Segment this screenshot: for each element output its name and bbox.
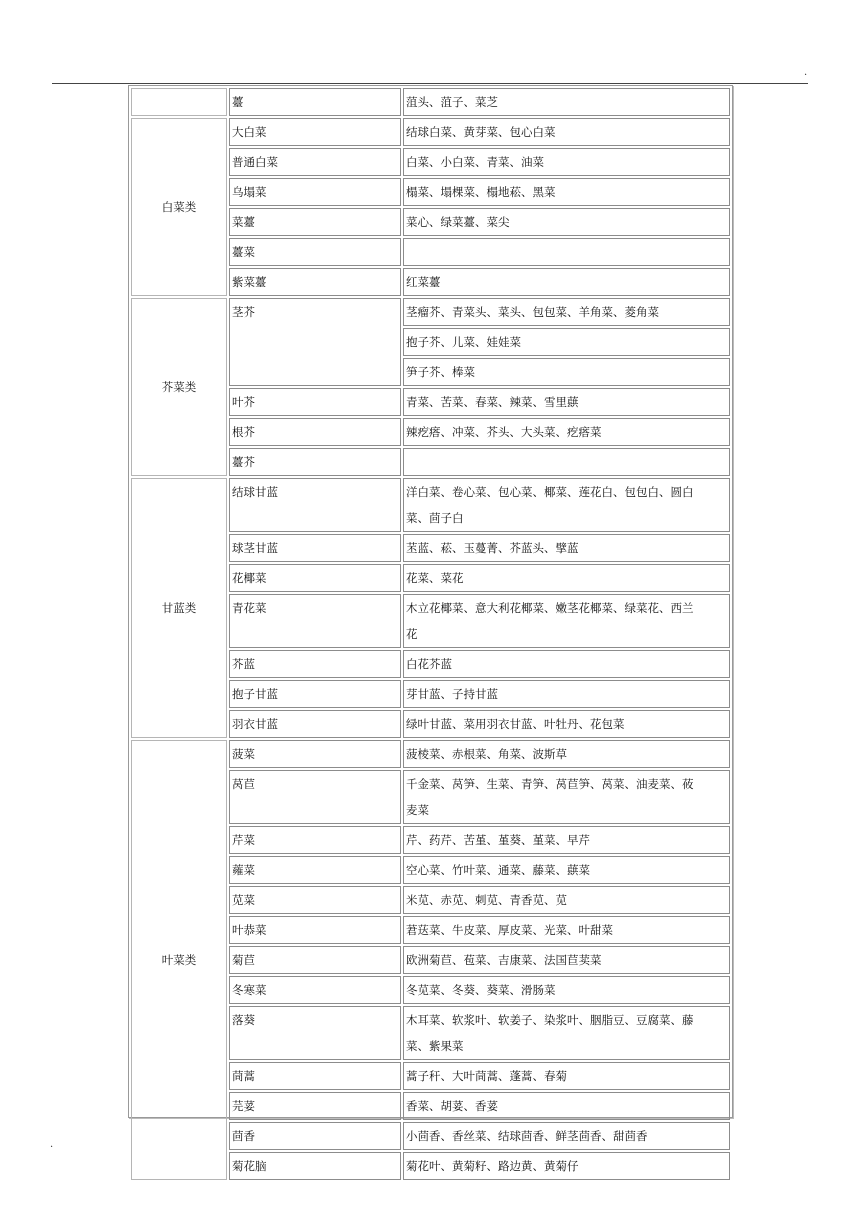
vegetable-name-cell: 茎芥 <box>229 298 401 386</box>
alias-cell: 木耳菜、软浆叶、软姜子、染浆叶、胭脂豆、豆腐菜、藤菜、紫果菜 <box>403 1006 730 1060</box>
alias-cell: 红菜薹 <box>403 268 730 296</box>
alias-cell: 青菜、苦菜、春菜、辣菜、雪里蕻 <box>403 388 730 416</box>
vegetable-name-cell: 芫荽 <box>229 1092 401 1120</box>
vegetable-name-cell: 叶恭菜 <box>229 916 401 944</box>
alias-cell: 菊花叶、黄菊籽、路边黄、黄菊仔 <box>403 1152 730 1180</box>
alias-cell: 蒿子秆、大叶茼蒿、蓬蒿、春菊 <box>403 1062 730 1090</box>
alias-cell: 洋白菜、卷心菜、包心菜、椰菜、莲花白、包包白、圆白菜、茴子白 <box>403 478 730 532</box>
vegetable-name-cell: 菜薹 <box>229 208 401 236</box>
alias-cell: 空心菜、竹叶菜、通菜、藤菜、蕻菜 <box>403 856 730 884</box>
vegetable-name-cell: 落葵 <box>229 1006 401 1060</box>
vegetable-name-cell: 芹菜 <box>229 826 401 854</box>
vegetable-name-cell: 紫菜薹 <box>229 268 401 296</box>
vegetable-name-cell: 叶芥 <box>229 388 401 416</box>
corner-mark-top: . <box>804 67 808 78</box>
category-cell <box>131 88 227 116</box>
vegetable-name-cell: 球茎甘蓝 <box>229 534 401 562</box>
alias-cell: 欧洲菊苣、苞菜、吉康菜、法国苣荬菜 <box>403 946 730 974</box>
vegetable-table <box>129 86 732 1182</box>
vegetable-name-cell: 蕹菜 <box>229 856 401 884</box>
vegetable-name-cell: 茴香 <box>229 1122 401 1150</box>
corner-mark-bottom: . <box>50 1139 54 1150</box>
alias-cell: 菠棱菜、赤根菜、角菜、波斯草 <box>403 740 730 768</box>
vegetable-name-cell: 薹 <box>229 88 401 116</box>
vegetable-name-cell: 薹菜 <box>229 238 401 266</box>
table-row <box>131 298 730 326</box>
vegetable-name-cell: 羽衣甘蓝 <box>229 710 401 738</box>
alias-cell: 白花芥蓝 <box>403 650 730 678</box>
alias-cell: 榻菜、塌棵菜、榻地菘、黑菜 <box>403 178 730 206</box>
alias-cell: 千金菜、莴笋、生菜、青笋、莴苣笋、莴菜、油麦菜、莜麦菜 <box>403 770 730 824</box>
vegetable-name-cell: 普通白菜 <box>229 148 401 176</box>
alias-cell: 木立花椰菜、意大利花椰菜、嫩茎花椰菜、绿菜花、西兰花 <box>403 594 730 648</box>
vegetable-name-cell: 莴苣 <box>229 770 401 824</box>
alias-cell: 菹头、菹子、菜芝 <box>403 88 730 116</box>
alias-cell: 苤蓝、菘、玉蔓菁、芥蓝头、擘蓝 <box>403 534 730 562</box>
alias-cell: 辣疙瘩、冲菜、芥头、大头菜、疙瘩菜 <box>403 418 730 446</box>
alias-cell <box>403 238 730 266</box>
alias-cell: 芽甘蓝、子持甘蓝 <box>403 680 730 708</box>
alias-cell: 结球白菜、黄芽菜、包心白菜 <box>403 118 730 146</box>
vegetable-name-cell: 花椰菜 <box>229 564 401 592</box>
vegetable-name-cell: 抱子甘蓝 <box>229 680 401 708</box>
alias-cell: 花菜、菜花 <box>403 564 730 592</box>
table-body <box>131 88 730 1180</box>
vegetable-name-cell: 茼蒿 <box>229 1062 401 1090</box>
alias-cell: 茎瘤芥、青菜头、菜头、包包菜、羊角菜、菱角菜 <box>403 298 730 326</box>
vegetable-name-cell: 苋菜 <box>229 886 401 914</box>
table-row <box>131 88 730 116</box>
alias-cell: 香菜、胡荽、香荽 <box>403 1092 730 1120</box>
vegetable-name-cell: 菠菜 <box>229 740 401 768</box>
vegetable-name-cell: 冬寒菜 <box>229 976 401 1004</box>
category-cell: 甘蓝类 <box>131 478 227 738</box>
vegetable-name-cell: 大白菜 <box>229 118 401 146</box>
category-cell: 白菜类 <box>131 118 227 296</box>
alias-cell: 米苋、赤苋、刺苋、青香苋、苋 <box>403 886 730 914</box>
alias-cell: 莙荙菜、牛皮菜、厚皮菜、光菜、叶甜菜 <box>403 916 730 944</box>
vegetable-name-cell: 根芥 <box>229 418 401 446</box>
vegetable-name-cell: 结球甘蓝 <box>229 478 401 532</box>
alias-cell: 绿叶甘蓝、菜用羽衣甘蓝、叶牡丹、花包菜 <box>403 710 730 738</box>
vegetable-name-cell: 芥蓝 <box>229 650 401 678</box>
vegetable-name-cell: 薹芥 <box>229 448 401 476</box>
alias-cell: 冬苋菜、冬葵、葵菜、滑肠菜 <box>403 976 730 1004</box>
vegetable-name-cell: 菊花脑 <box>229 1152 401 1180</box>
table-row <box>131 118 730 146</box>
vegetable-name-cell: 菊苣 <box>229 946 401 974</box>
table-row <box>131 478 730 532</box>
alias-cell: 芹、药芹、苦堇、堇葵、堇菜、早芹 <box>403 826 730 854</box>
alias-cell <box>403 448 730 476</box>
alias-cell: 抱子芥、儿菜、娃娃菜 <box>403 328 730 356</box>
table-row <box>131 740 730 768</box>
alias-cell: 小茴香、香丝菜、结球茴香、鲜茎茴香、甜茴香 <box>403 1122 730 1150</box>
category-cell: 芥菜类 <box>131 298 227 476</box>
category-cell: 叶菜类 <box>131 740 227 1180</box>
alias-cell: 笋子芥、棒菜 <box>403 358 730 386</box>
header-rule <box>52 83 808 84</box>
vegetable-alias-table <box>128 85 733 1173</box>
vegetable-name-cell: 乌塌菜 <box>229 178 401 206</box>
alias-cell: 白菜、小白菜、青菜、油菜 <box>403 148 730 176</box>
vegetable-name-cell: 青花菜 <box>229 594 401 648</box>
alias-cell: 菜心、绿菜薹、菜尖 <box>403 208 730 236</box>
